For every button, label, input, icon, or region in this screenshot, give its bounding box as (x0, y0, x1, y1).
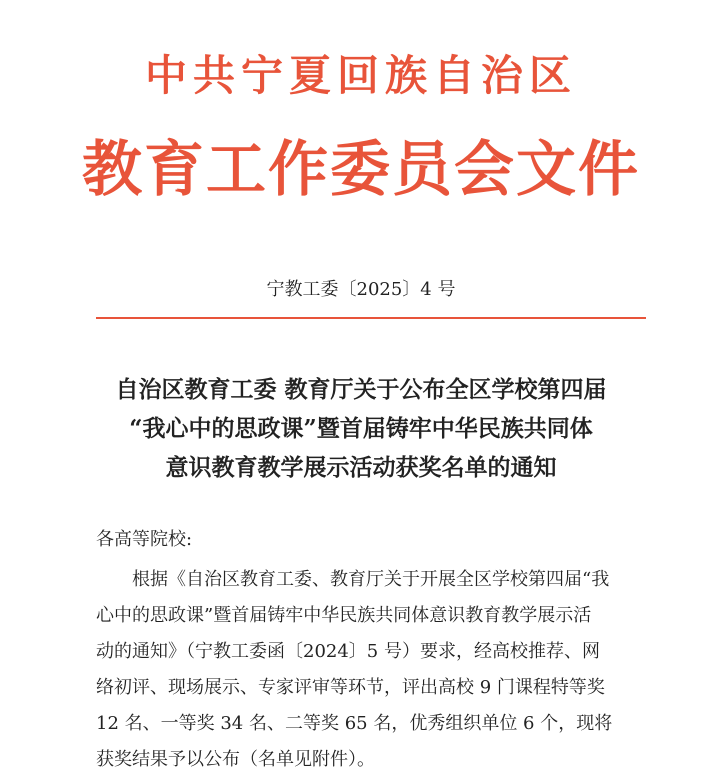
title-line: 意识教育教学展示活动获奖名单的通知 (165, 454, 557, 481)
body-paragraph (96, 562, 646, 772)
title-line: 自治区教育工委 教育厅关于公布全区学校第四届 (115, 376, 607, 403)
body-line: 动的通知》（宁教工委函〔2024〕5 号）要求，经高校推荐、网 (96, 641, 600, 662)
body-line: 获奖结果予以公布（名单见附件）。 (96, 749, 375, 770)
body-line: 12 名、一等奖 34 名、二等奖 65 名，优秀组织单位 6 个，现将 (96, 713, 613, 734)
notice-title (60, 370, 662, 487)
issuer-name-line2: 教育工作委员会文件 (82, 135, 640, 205)
issuer-name-line1: 中共宁夏回族自治区 (144, 51, 577, 100)
red-divider-line (96, 317, 646, 319)
salutation: 各高等院校: (96, 529, 193, 550)
body-line: 根据《自治区教育工委、教育厅关于开展全区学校第四届“我 (132, 569, 610, 590)
body-line: 心中的思政课”暨首届铸牢中华民族共同体意识教育教学展示活 (96, 605, 592, 626)
document-number: 宁教工委〔2025〕4 号 (266, 279, 456, 300)
title-line: “我心中的思政课”暨首届铸牢中华民族共同体 (129, 415, 593, 442)
body-line: 络初评、现场展示、专家评审等环节，评出高校 9 门课程特等奖 (96, 677, 605, 698)
